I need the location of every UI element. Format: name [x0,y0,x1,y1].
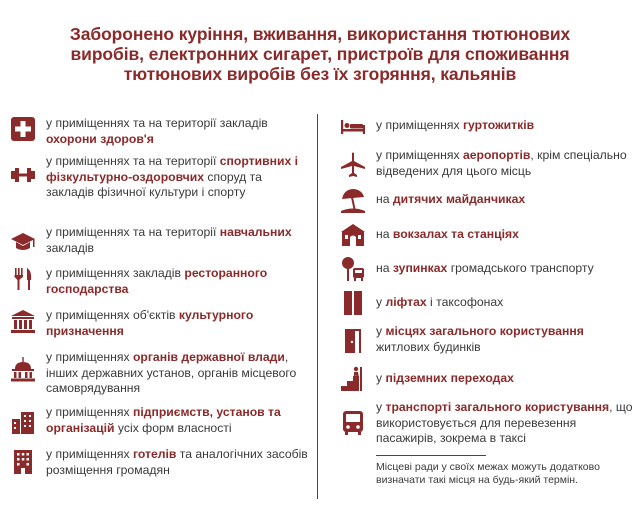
item-text: на вокзалах та станціях [376,227,519,241]
list-item-dormitories [340,113,632,139]
list-item-bus-stops [340,256,632,282]
item-text: у приміщеннях та на території закладів охорони здоров'я [46,116,268,146]
list-item-government [10,350,310,397]
item-text: у місцях загального користування житлових будинків [376,324,584,354]
door-icon [340,328,366,354]
list-item-enterprises [10,405,310,436]
item-text: на зупинках громадського транспорту [376,261,594,275]
list-item-sports [10,154,310,201]
item-text: у приміщеннях та на території спортивних і фізкультурно-оздоровчих споруд та закладів фізичної культури і спорту [46,154,298,199]
fork-knife-icon [10,266,36,292]
list-item-education [10,225,310,256]
item-text: у ліфтах і таксофонах [376,295,504,309]
underpass-stairs-icon [340,366,366,392]
station-icon [340,222,366,248]
list-item-restaurant [10,266,310,297]
item-text: у підземних переходах [376,371,514,385]
graduation-cap-icon [10,229,36,255]
item-text: у приміщеннях готелів та аналогічних засобів розміщення громадян [46,447,308,477]
list-item-culture [10,308,310,339]
museum-icon [10,308,36,334]
medical-cross-icon [10,116,36,142]
list-item-public-transport [340,400,636,447]
list-item-stations [340,222,632,248]
airplane-icon [340,152,366,178]
item-text: у приміщеннях закладів ресторанного господарства [46,266,268,296]
column-divider [317,114,318,499]
footnote: Місцеві ради у своїх межах можуть додатково визначати такі місця на будь-який термін. [376,461,600,486]
list-item-hotels [10,447,310,478]
list-item-underpasses [340,366,632,392]
list-item-health [10,116,310,147]
hotel-icon [10,449,36,475]
item-text: у приміщеннях та на території навчальних закладів [46,225,292,255]
bus-stop-icon [340,256,366,282]
bed-icon [340,113,366,139]
note-divider [376,455,486,456]
list-item-common-areas [340,324,632,355]
page-title [0,24,640,84]
title-line-3: тютюнових виробів без їх згоряння, кальянів [123,64,517,84]
item-text: у транспорті загального користування, що використовується для перевезення пасажирів, зокрема в таксі [376,400,633,445]
list-item-playgrounds [340,187,632,213]
elevator-icon [340,290,366,316]
beach-umbrella-icon [340,187,366,213]
item-text: у приміщеннях об'єктів культурного призначення [46,308,254,338]
government-building-icon [10,356,36,382]
item-text: у приміщеннях органів державної влади, інших державних установ, органів місцевого самоврядування [46,350,297,395]
dumbbell-icon [10,162,36,188]
title-line-2: виробів, електронних сигарет, пристроїв для споживання [70,44,570,64]
title-line-1: Заборонено куріння, вживання, використання тютюнових [69,24,571,44]
item-text: у приміщеннях аеропортів, крім спеціально відведених для цього місць [376,148,627,178]
list-item-airports [340,148,632,179]
item-text: на дитячих майданчиках [376,192,526,206]
item-text: у приміщеннях гуртожитків [376,118,535,132]
factory-icon [10,409,36,435]
bus-icon [340,410,366,436]
list-item-elevators [340,290,632,316]
item-text: у приміщеннях підприємств, установ та організацій усіх форм власності [46,405,281,435]
